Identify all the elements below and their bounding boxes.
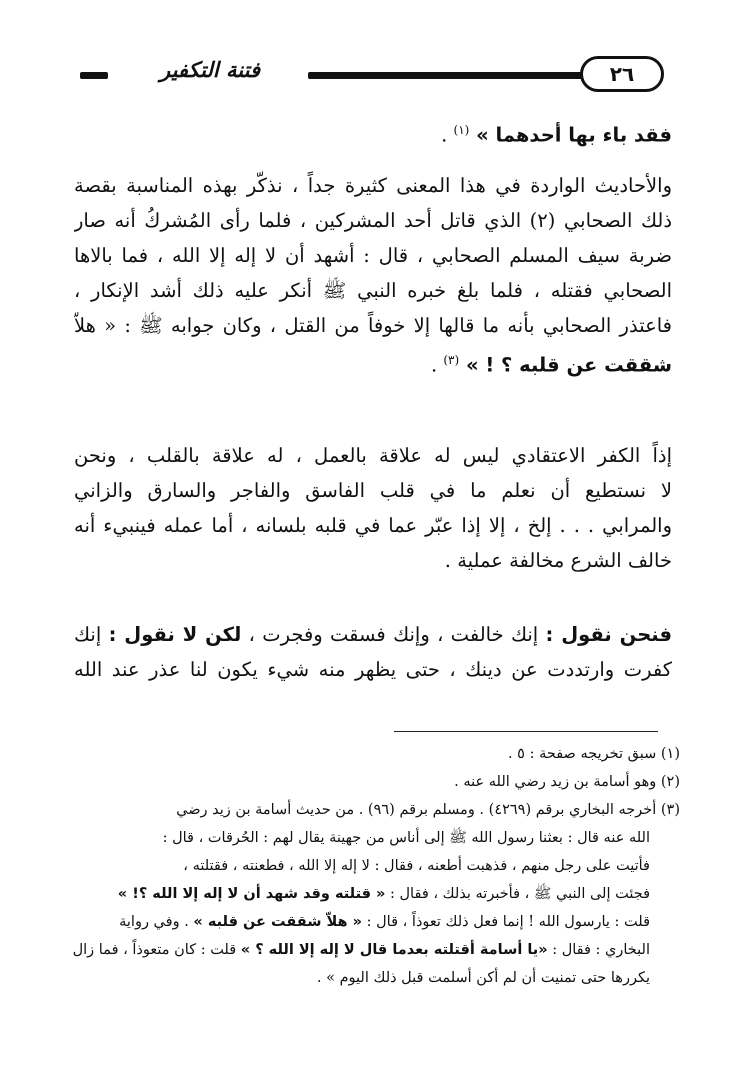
text-line: إذاً الكفر الاعتقادي ليس له علاقة بالعمل ، له علاقة بالقلب ، ونحن bbox=[74, 444, 672, 467]
text-line: والمرابي . . . إلخ ، إلا إذا عبّر عما في قلبه بلسانه ، أما عمله فينبيء أنه bbox=[74, 514, 672, 537]
running-title: فتنة التكفير bbox=[160, 58, 260, 82]
footnote-3: (٣) أخرجه البخاري برقم (٤٢٦٩) . ومسلم برقم (٩٦) . من حديث أسامة بن زيد رضي bbox=[176, 802, 680, 818]
hadith-quote: «يا أسامة أقتلته بعدما قال لا إله إلا الله ؟ » bbox=[240, 942, 548, 958]
text-line: كفرت وارتددت عن دينك ، حتى يظهر منه شيء يكون لنا عذر عند الله bbox=[74, 658, 672, 681]
text-line: والأحاديث الواردة في هذا المعنى كثيرة جداً ، نذكّر بهذه المناسبة بقصة bbox=[74, 174, 672, 197]
paragraph-1 bbox=[74, 168, 672, 378]
emphasis-text: فنحن نقول : bbox=[545, 623, 672, 646]
footnote-ref: (١) bbox=[453, 123, 470, 137]
hadith-quote: « هلاّ شققت عن قلبه » bbox=[193, 914, 363, 930]
quote-text: شققت عن قلبه ؟ ! » bbox=[459, 353, 672, 377]
footnote-3-line: البخاري : فقال : «يا أسامة أقتلته بعدما قال لا إله إلا الله ؟ » قلت : كان متعوذاً ، فما زال bbox=[72, 942, 650, 958]
text-line: ضربة سيف المسلم الصحابي ، قال : أشهد أن لا إله إلا الله ، فما بالاها bbox=[74, 244, 672, 267]
header-rule-short bbox=[80, 72, 108, 79]
text-line: الصحابي فقتله ، فلما بلغ خبره النبي ﷺ أنكر عليه ذلك أشد الإنكار ، bbox=[74, 279, 672, 302]
text-line: لا نستطيع أن نعلم ما في قلب الفاسق والفاجر والسارق والزاني bbox=[74, 479, 672, 502]
footnote-1: (١) سبق تخريجه صفحة : ٥ . bbox=[507, 746, 680, 762]
emphasis-text: لكن لا نقول : bbox=[108, 623, 242, 646]
footnote-3-line: قلت : يارسول الله ! إنما فعل ذلك تعوذاً ، قال : « هلاّ شققت عن قلبه » . وفي رواية bbox=[119, 914, 650, 930]
footnote-3-line: فجئت إلى النبي ﷺ ، فأخبرته بذلك ، فقال : « قتلته وقد شهد أن لا إله إلا الله ؟! » bbox=[117, 886, 650, 902]
footnote-divider bbox=[394, 731, 658, 732]
footnote-2: (٢) وهو أسامة بن زيد رضي الله عنه . bbox=[454, 774, 680, 790]
footnote-3-line: فأتيت على رجل منهم ، فذهبت أطعنه ، فقال : لا إله إلا الله ، فطعنته ، فقتلته ، bbox=[183, 858, 650, 874]
footnote-ref: (٣) bbox=[443, 353, 460, 367]
page-header bbox=[70, 56, 672, 94]
page-number: ٢٦ bbox=[580, 56, 664, 92]
paragraph-opening: فقد باء بها أحدهما » $^{(١)}$ . bbox=[441, 123, 672, 147]
quote-text: فقد باء بها أحدهما » bbox=[469, 123, 672, 147]
paragraph-2 bbox=[74, 438, 672, 578]
text-line: فنحن نقول : إنك خالفت ، وإنك فسقت وفجرت ، لكن لا نقول : إنك bbox=[74, 623, 672, 646]
footnotes bbox=[70, 740, 680, 992]
footnote-3-line: الله عنه قال : بعثنا رسول الله ﷺ إلى أناس من جهينة يقال لهم : الحُرقات ، قال : bbox=[162, 830, 650, 846]
footnote-3-line: يكررها حتى تمنيت أن لم أكن أسلمت قبل ذلك اليوم » . bbox=[316, 970, 650, 986]
text-line: خالف الشرع مخالفة عملية . bbox=[444, 549, 672, 572]
text-line: ذلك الصحابي (٢) الذي قاتل أحد المشركين ، فلما رأى المُشركُ أنه صار bbox=[74, 209, 672, 232]
text-line: شققت عن قلبه ؟ ! » $^{(٣)}$ . bbox=[430, 353, 672, 377]
paragraph-3 bbox=[74, 617, 672, 687]
hadith-quote: « قتلته وقد شهد أن لا إله إلا الله ؟! » bbox=[117, 886, 386, 902]
text-line: فاعتذر الصحابي بأنه ما قالها إلا خوفاً من القتل ، وكان جوابه ﷺ : « هلاّ bbox=[74, 314, 672, 337]
